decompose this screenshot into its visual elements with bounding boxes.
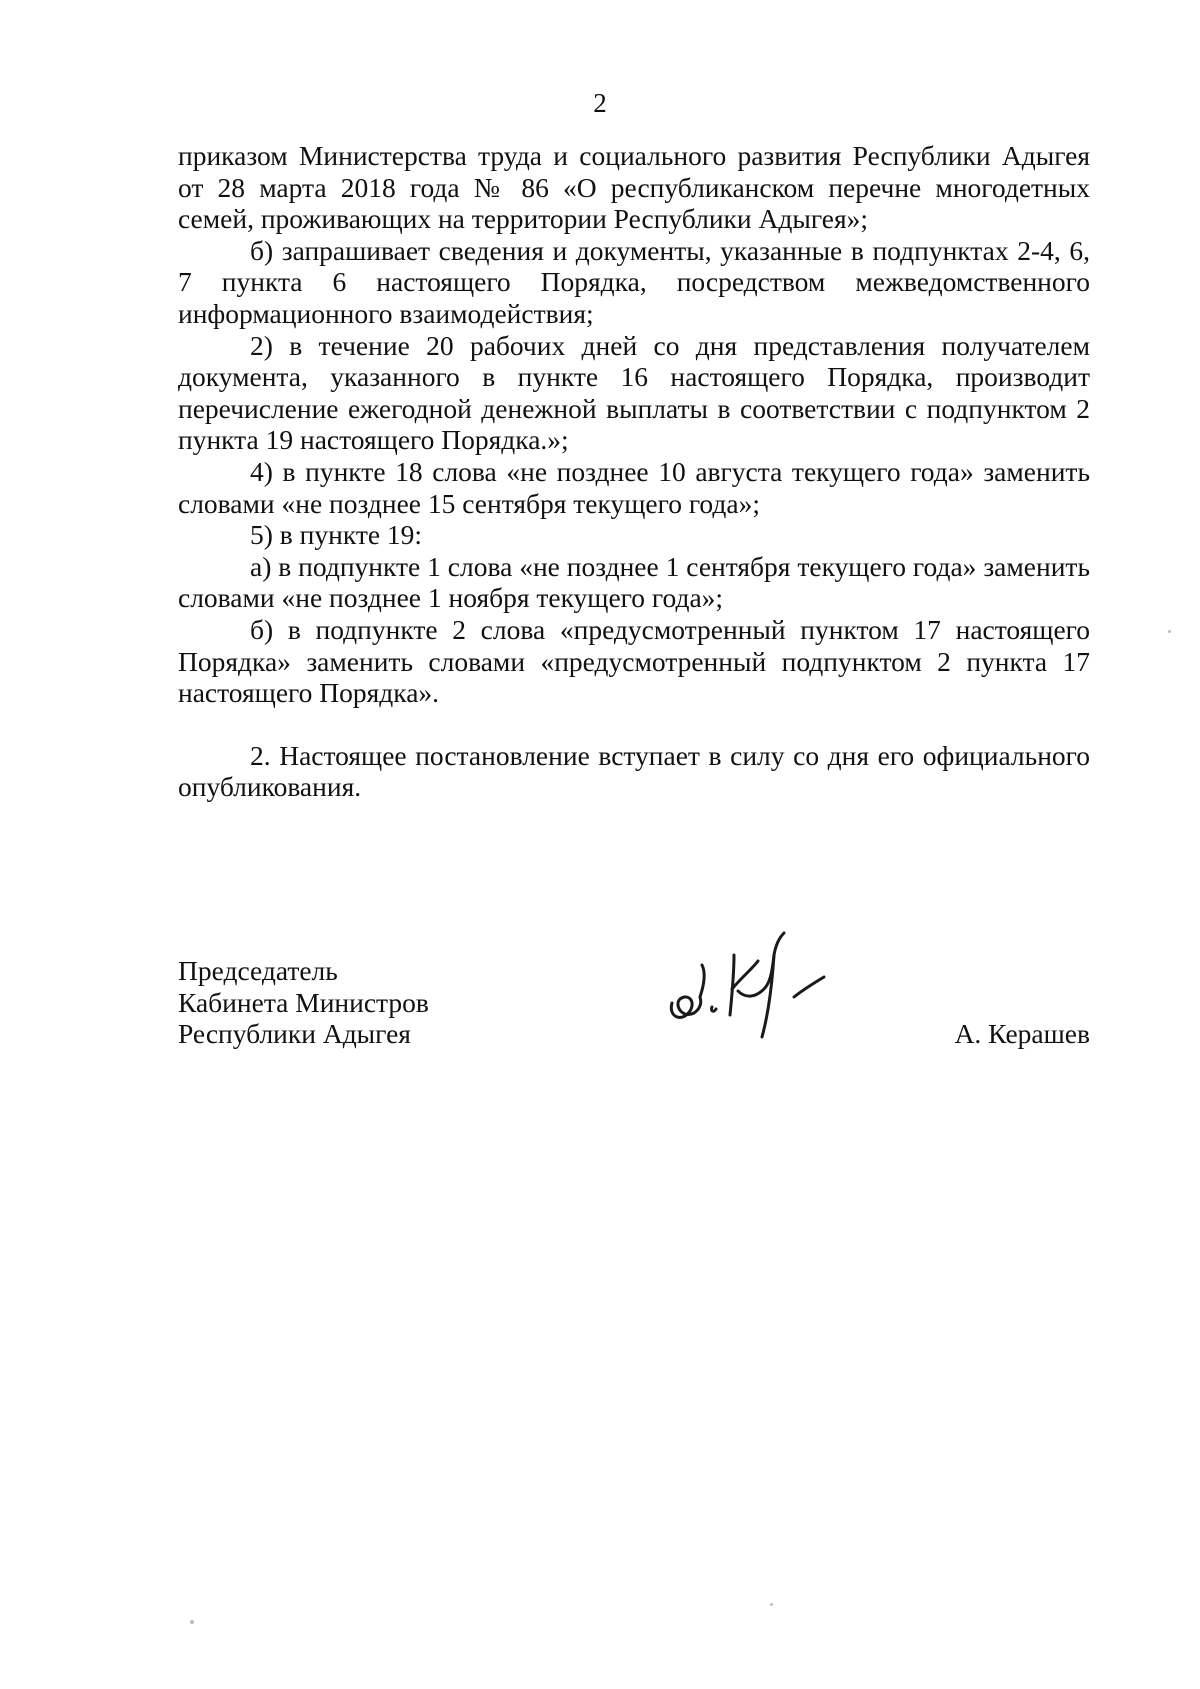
page-number: 2	[593, 88, 607, 118]
signatory-title-line: Председатель	[178, 955, 338, 986]
paragraph-subitem-b-request: б) запрашивает сведения и документы, указанные в подпунктах 2-4, 6, 7 пункта 6 настоящего Порядка, посредством межведомственного информационного взаимодействия;	[178, 234, 1090, 329]
paragraph-item-2-payment: 2) в течение 20 рабочих дней со дня представления получателем документа, указанного в пункте 16 настоящего Порядка, производит перечисление ежегодной денежной выплаты в соответствии с подпунктом 2 пункта 19 настоящего Порядка.»;	[178, 329, 1090, 456]
signatory-name: А. Керашев	[954, 1018, 1090, 1049]
signatory-title-line: Республики Адыгея	[178, 1018, 411, 1050]
paragraph-item-4: 4) в пункте 18 слова «не позднее 10 августа текущего года» заменить словами «не позднее 15 сентября текущего года»;	[178, 455, 1090, 519]
scan-speck	[1168, 630, 1171, 633]
document-body	[178, 140, 1090, 803]
scan-speck	[190, 1620, 194, 1624]
handwritten-signature	[660, 925, 860, 1045]
paragraph-item-5b: б) в подпункте 2 слова «предусмотренный пунктом 17 настоящего Порядка» заменить словами «предусмотренный подпунктом 2 пункта 17 настоящего Порядка».	[178, 613, 1090, 709]
paragraph-item-5a: а) в подпункте 1 слова «не позднее 1 сентября текущего года» заменить словами «не позднее 1 ноября текущего года»;	[178, 550, 1090, 614]
paragraph-continuation: приказом Министерства труда и социального развития Республики Адыгея от 28 марта 2018 года № 86 «О республиканском перечне многодетных семей, проживающих на территории Республики Адыгея»;	[178, 140, 1090, 235]
signatory-title	[178, 955, 429, 1050]
scan-speck	[770, 1603, 773, 1606]
paragraph-effective-date: 2. Настоящее постановление вступает в силу со дня его официального опубликования.	[178, 739, 1090, 803]
signatory-title-line: Кабинета Министров	[178, 986, 429, 1018]
paragraph-item-5: 5) в пункте 19:	[250, 519, 423, 551]
